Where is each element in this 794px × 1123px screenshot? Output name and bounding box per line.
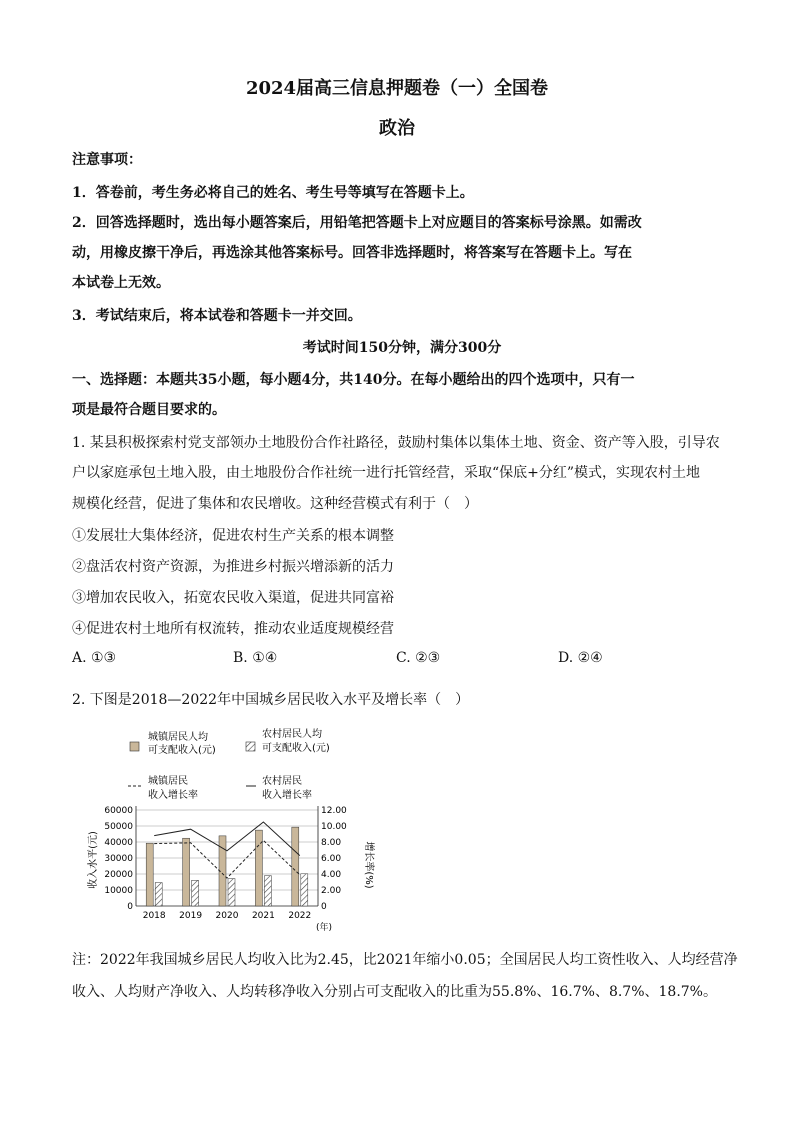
bar-urban-income bbox=[292, 827, 299, 906]
q1-statement-3: ③增加农民收入，拓宽农民收入渠道，促进共同富裕 bbox=[72, 590, 394, 606]
q1-statement-1: ①发展壮大集体经济，促进农村生产关系的根本调整 bbox=[72, 528, 394, 544]
plot-area bbox=[104, 806, 347, 933]
y2-tick-label: 2.00 bbox=[321, 886, 342, 896]
notice-item-2-line-2: 动，用橡皮擦干净后，再选涂其他答案标号。回答非选择题时，将答案写在答题卡上。写在 bbox=[72, 245, 632, 261]
bar-rural-income bbox=[155, 883, 162, 906]
line-rural-growth bbox=[154, 822, 300, 856]
y-tick-label: 40000 bbox=[104, 838, 133, 848]
y-tick-label: 60000 bbox=[104, 806, 133, 816]
bar-rural-income bbox=[264, 876, 271, 906]
subject-title: 政治 bbox=[379, 118, 415, 139]
notice-item-3: 3．考试结束后，将本试卷和答题卡一并交回。 bbox=[72, 308, 362, 324]
legend-rural-growth-label-1: 农村居民 bbox=[262, 776, 302, 787]
legend-urban-income-label-2: 可支配收入(元) bbox=[148, 745, 216, 756]
q1-stem-line-1: 1. 某县积极探索村党支部领办土地股份合作社路径，鼓励村集体以集体土地、资金、资产等入股，引导农 bbox=[72, 435, 720, 451]
y-tick-label: 10000 bbox=[104, 886, 133, 896]
q1-option-a: A. ①③ bbox=[72, 650, 117, 666]
x-tick-label: 2022 bbox=[288, 911, 312, 921]
y2-axis-title: 增长率(%) bbox=[363, 841, 374, 889]
q1-option-d: D. ②④ bbox=[558, 650, 603, 666]
q2-stem: 2. 下图是2018—2022年中国城乡居民收入水平及增长率（ ） bbox=[72, 692, 470, 708]
q1-option-b: B. ①④ bbox=[233, 650, 278, 666]
y2-tick-label: 6.00 bbox=[321, 854, 342, 864]
legend-urban-income-swatch bbox=[130, 742, 139, 751]
bar-rural-income bbox=[301, 874, 308, 906]
exam-time: 考试时间150分钟，满分300分 bbox=[302, 340, 502, 356]
income-chart bbox=[86, 720, 386, 933]
legend-urban-growth-label-2: 收入增长率 bbox=[148, 790, 198, 801]
y2-tick-label: 8.00 bbox=[321, 838, 342, 848]
legend-rural-income-label-2: 可支配收入(元) bbox=[262, 743, 330, 754]
legend-urban-income-label-1: 城镇居民人均 bbox=[148, 732, 208, 743]
bar-urban-income bbox=[146, 843, 153, 906]
legend-rural-income-label-1: 农村居民人均 bbox=[262, 729, 322, 740]
bar-urban-income bbox=[183, 838, 190, 906]
q1-option-c: C. ②③ bbox=[396, 650, 441, 666]
y-tick-label: 50000 bbox=[104, 822, 133, 832]
y2-tick-label: 0 bbox=[321, 902, 327, 912]
bar-rural-income bbox=[192, 880, 199, 906]
y-tick-label: 20000 bbox=[104, 870, 133, 880]
y2-tick-label: 12.00 bbox=[321, 806, 347, 816]
y-axis-title: 收入水平(元) bbox=[88, 831, 99, 889]
exam-title: 2024届高三信息押题卷（一）全国卷 bbox=[245, 78, 549, 99]
section-heading-line-2: 项是最符合题目要求的。 bbox=[72, 402, 226, 418]
x-tick-label: 2018 bbox=[142, 911, 166, 921]
notice-item-2-line-1: 2．回答选择题时，选出每小题答案后，用铅笔把答题卡上对应题目的答案标号涂黑。如需改 bbox=[72, 215, 642, 231]
q2-note-line-1: 注：2022年我国城乡居民人均收入比为2.45，比2021年缩小0.05；全国居民人均工资性收入、人均经营净 bbox=[72, 952, 738, 968]
y2-tick-label: 4.00 bbox=[321, 870, 342, 880]
q1-stem-line-3: 规模化经营，促进了集体和农民增收。这种经营模式有利于（ ） bbox=[72, 496, 478, 512]
notice-item-2-line-3: 本试卷上无效。 bbox=[72, 275, 170, 291]
x-tick-label: 2021 bbox=[251, 911, 275, 921]
notice-heading: 注意事项： bbox=[72, 152, 142, 168]
notice-item-1: 1．答卷前，考生务必将自己的姓名、考生号等填写在答题卡上。 bbox=[72, 185, 474, 201]
legend-rural-income-swatch bbox=[246, 742, 255, 751]
bar-urban-income bbox=[255, 830, 262, 906]
q2-note-line-2: 收入、人均财产净收入、人均转移净收入分别占可支配收入的比重为55.8%、16.7%、8.7%、18.7%。 bbox=[72, 984, 717, 1000]
legend-urban-growth-label-1: 城镇居民 bbox=[148, 776, 188, 787]
q1-statement-2: ②盘活农村资产资源，为推进乡村振兴增添新的活力 bbox=[72, 559, 394, 575]
q1-statement-4: ④促进农村土地所有权流转，推动农业适度规模经营 bbox=[72, 621, 394, 637]
legend-rural-growth-label-2: 收入增长率 bbox=[262, 790, 312, 801]
y-tick-label: 30000 bbox=[104, 854, 133, 864]
x-tick-label: 2019 bbox=[179, 911, 203, 921]
line-urban-growth bbox=[154, 840, 300, 878]
y2-tick-label: 10.00 bbox=[321, 822, 347, 832]
section-heading-line-1: 一、选择题：本题共35小题，每小题4分，共140分。在每小题给出的四个选项中，只有一 bbox=[72, 372, 635, 388]
q1-stem-line-2: 户以家庭承包土地入股，由土地股份合作社统一进行托管经营，采取“保底+分红”模式，实现农村土地 bbox=[72, 465, 701, 481]
x-axis-unit: (年) bbox=[316, 923, 333, 933]
x-tick-label: 2020 bbox=[215, 911, 239, 921]
bar-rural-income bbox=[228, 879, 235, 906]
y-tick-label: 0 bbox=[127, 902, 133, 912]
